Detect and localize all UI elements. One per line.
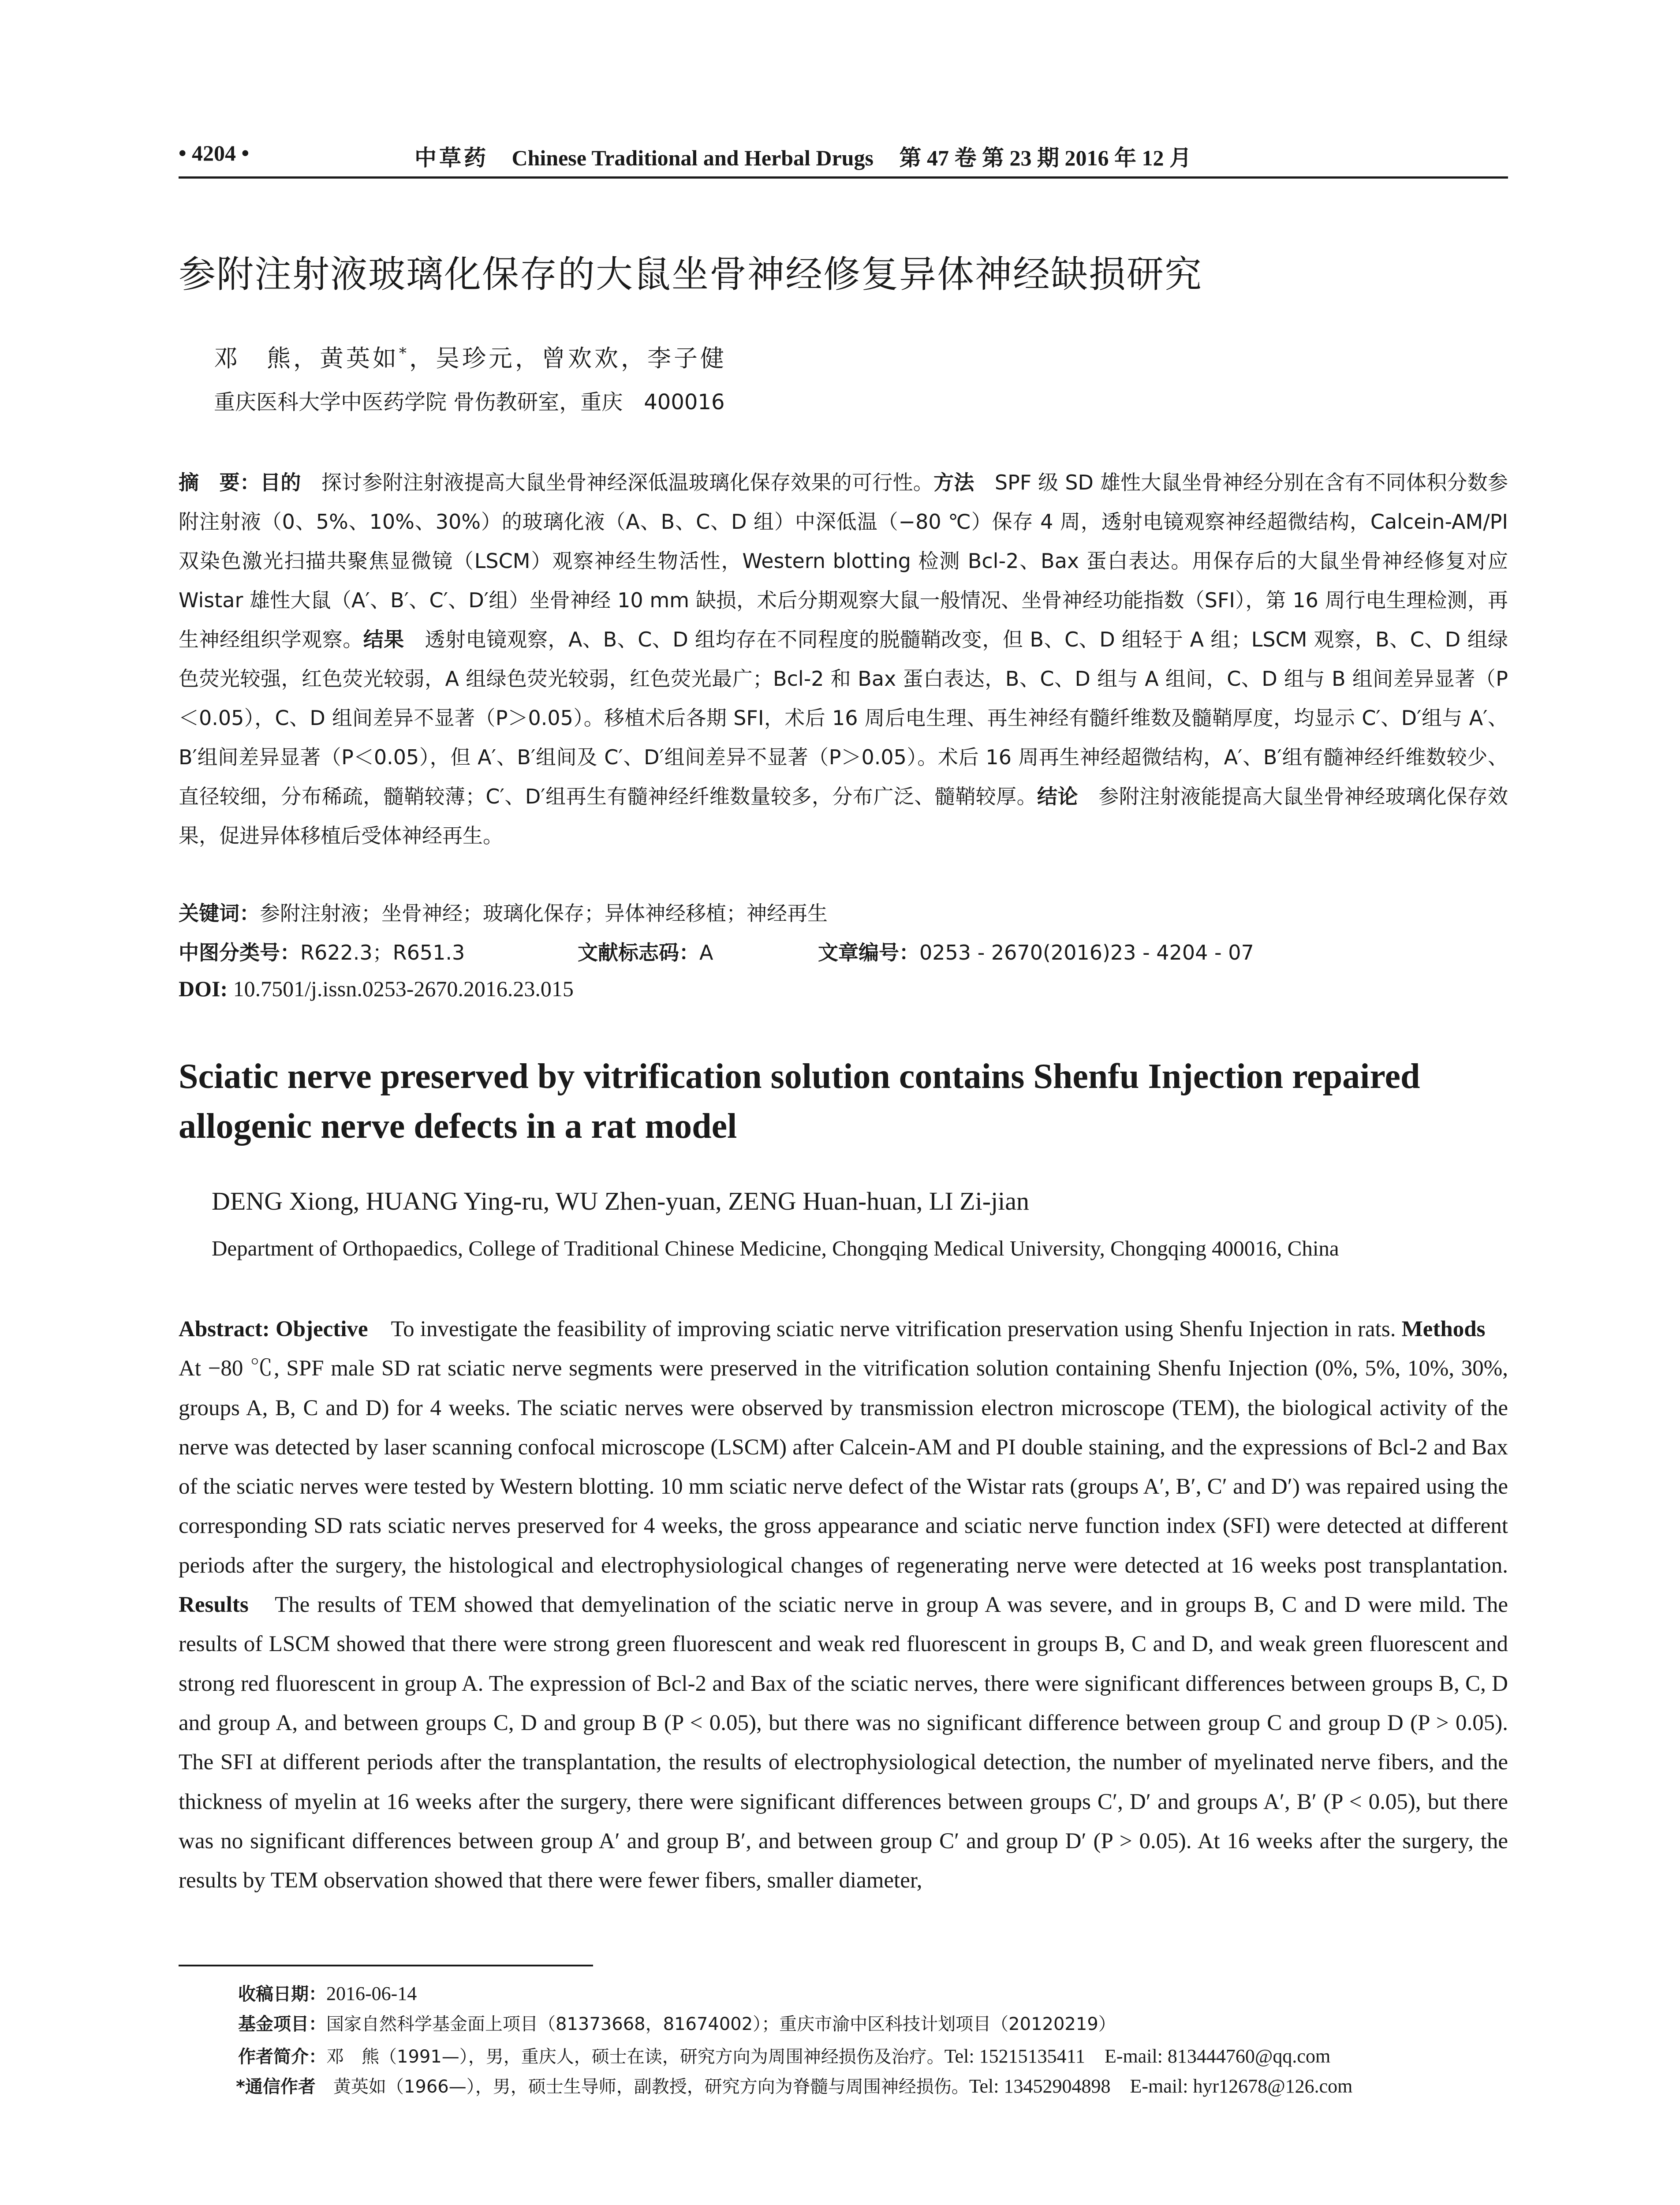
footnote-rule [179, 1965, 593, 1966]
author-contact: Tel: 15215135411 E-mail: 813444760@qq.com [944, 2045, 1331, 2067]
corresponding-mark: * [399, 344, 409, 362]
abstract-label-cn: 摘 要： [179, 471, 261, 494]
keywords-text: 参附注射液；坐骨神经；玻璃化保存；异体神经移植；神经再生 [260, 901, 828, 925]
fund-label: 基金项目： [238, 2014, 326, 2034]
corr-label: *通信作者 [236, 2077, 316, 2097]
classification-line [179, 937, 1508, 966]
methods-label-en: Methods [1401, 1317, 1486, 1342]
affiliation-cn: 重庆医科大学中医药学院 骨伤教研室，重庆 400016 [214, 390, 725, 415]
authors-cn-first: 邓 熊，黄英如 [214, 344, 399, 372]
article-no-label: 文章编号： [818, 941, 919, 964]
header-rule [179, 176, 1508, 179]
doi-value: 10.7501/j.issn.0253-2670.2016.23.015 [228, 976, 574, 1001]
received-label: 收稿日期： [238, 1984, 326, 2004]
objective-text-cn: 探讨参附注射液提高大鼠坐骨神经深低温玻璃化保存效果的可行性。 [301, 471, 934, 494]
objective-label-cn: 目的 [260, 471, 301, 494]
journal-name-cn: 中草药 [414, 145, 489, 171]
corr-text: 黄英如（1966—），男，硕士生导师，副教授，研究方向为脊髓与周围神经损伤。 [315, 2077, 969, 2097]
clc-label: 中图分类号： [179, 941, 300, 964]
abstract-cn [179, 463, 1508, 886]
clc-value: R622.3；R651.3 [300, 941, 465, 964]
keywords-cn [179, 897, 1508, 927]
keywords-label: 关键词： [179, 901, 260, 925]
footnote-fund [238, 2010, 1517, 2035]
doccode-label: 文献标志码： [578, 941, 699, 964]
journal-line [414, 140, 1191, 172]
results-label-en: Results [179, 1592, 249, 1618]
title-en: Sciatic nerve preserved by vitrification solution contains Shenfu Injection repaired allogenic nerve defects in a rat model [179, 1057, 1420, 1146]
corr-contact: Tel: 13452904898 E-mail: hyr12678@126.com [969, 2075, 1353, 2097]
footnote-received [238, 1980, 1517, 2005]
footnote-author [238, 2040, 1517, 2068]
authors-en: DENG Xiong, HUANG Ying-ru, WU Zhen-yuan, ZENG Huan-huan, LI Zi-jian [212, 1187, 1029, 1215]
doi-line [179, 976, 1508, 1002]
clc-group [179, 937, 578, 966]
doi-label: DOI: [179, 976, 228, 1001]
running-header [179, 140, 1508, 176]
methods-text-en: At −80 ℃, SPF male SD rat sciatic nerve segments were preserved in the vitrification solution containing Shenfu Injection (0%, 5%, 10%, 30%, groups A, B, C and D) for 4 weeks. The sciatic nerves were observed by transmission electron microscope (TEM), the biological activity of the nerve was detected by laser scanning confocal microscope (LSCM) after Calcein-AM and PI double staining, and the expressions of Bcl-2 and Bax of the sciatic nerves were tested by Western blotting. 10 mm sciatic nerve defect of the Wistar rats (groups A′, B′, C′ and D′) was repaired using the corresponding SD rats sciatic nerves preserved for 4 weeks, the gross appearance and sciatic nerve function index (SFI) were detected at different periods after the surgery, the histological and electrophysiological changes of regenerating nerve were detected at 16 weeks post transplantation. [179, 1317, 1508, 1578]
conclusion-text-cn: 参附注射液能提高大鼠坐骨神经玻璃化保存效果，促进异体移植后受体神经再生。 [179, 785, 1508, 848]
received-date: 2016-06-14 [326, 1983, 417, 2004]
results-text-en: The results of TEM showed that demyelination of the sciatic nerve in group A was severe, and in groups B, C and D were mild. The results of LSCM showed that there were strong green fluorescent and weak red fluorescent in groups B, C and D, and weak green fluorescent and strong red fluorescent in group A. The expression of Bcl-2 and Bax of the sciatic nerves, there were significant differences between groups B, C, D and group A, and between groups C, D and group B (P < 0.05), but there was no significant difference between group C and group D (P > 0.05). The SFI at different periods after the transplantation, the results of electrophysiological detection, the number of myelinated nerve fibers, and the thickness of myelin at 16 weeks after the surgery, there were significant differences between groups C′, D′ and groups A′, B′ (P < 0.05), but there was no significant differences between group A′ and group B′, and between group C′ and group D′ (P > 0.05). At 16 weeks after the surgery, the results by TEM observation showed that there were fewer fibers, smaller diameter, [179, 1592, 1508, 1893]
journal-name-en: Chinese Traditional and Herbal Drugs [511, 146, 874, 170]
article-no-value: 0253 - 2670(2016)23 - 4204 - 07 [919, 941, 1254, 964]
doccode-value: A [699, 941, 713, 964]
affiliation-en: Department of Orthopaedics, College of Traditional Chinese Medicine, Chongqing Medical University, Chongqing 400016, China [212, 1236, 1339, 1260]
doccode-group [578, 937, 818, 966]
methods-label-cn: 方法 [933, 471, 974, 494]
abstract-label-en: Abstract: Objective [179, 1317, 368, 1342]
author-text: 邓 熊（1991—），男，重庆人，硕士在读，研究方向为周围神经损伤及治疗。 [326, 2047, 945, 2067]
results-label-cn: 结果 [363, 628, 404, 651]
authors-cn-rest: ，吴珍元，曾欢欢，李子健 [409, 344, 727, 372]
page-number: • 4204 • [179, 141, 250, 165]
abstract-en [179, 1310, 1508, 1945]
article-no-group [818, 937, 1254, 966]
results-text-cn: 透射电镜观察，A、B、C、D 组均存在不同程度的脱髓鞘改变，但 B、C、D 组轻于 A 组；LSCM 观察，B、C、D 组绿色荧光较强，红色荧光较弱，A 组绿色荧光较弱，红色荧光最广；Bcl-2 和 Bax 蛋白表达，B、C、D 组与 A 组间，C、D 组与 B 组间差异显著（P＜0.05），C、D 组间差异不显著（P＞0.05）。移植术后各期 SFI，术后 16 周后电生理、再生神经有髓纤维数及髓鞘厚度，均显示 C′、D′组与 A′、B′组间差异显著（P＜0.05），但 A′、B′组间及 C′、D′组间差异不显著（P＞0.05）。术后 16 周再生神经超微结构，A′、B′组有髓神经纤维数较少、直径较细，分布稀疏，髓鞘较薄；C′、D′组再生有髓神经纤维数量较多，分布广泛、髓鞘较厚。 [179, 628, 1508, 808]
author-label: 作者简介： [238, 2047, 326, 2067]
authors-cn [214, 340, 1449, 374]
objective-text-en: To investigate the feasibility of improving sciatic nerve vitrification preservation using Shenfu Injection in rats. [368, 1317, 1396, 1342]
journal-issue: 第 47 卷 第 23 期 2016 年 12 月 [899, 146, 1191, 170]
fund-text: 国家自然科学基金面上项目（81373668，81674002）；重庆市渝中区科技计划项目（20120219） [326, 2014, 1116, 2034]
footnote-corresponding [236, 2070, 1515, 2098]
conclusion-label-cn: 结论 [1037, 785, 1078, 808]
title-cn: 参附注射液玻璃化保存的大鼠坐骨神经修复异体神经缺损研究 [179, 253, 1203, 296]
methods-text-cn: SPF 级 SD 雄性大鼠坐骨神经分别在含有不同体积分数参附注射液（0、5%、10%、30%）的玻璃化液（A、B、C、D 组）中深低温（−80 ℃）保存 4 周，透射电镜观察神经超微结构，Calcein-AM/PI 双染色激光扫描共聚焦显微镜（LSCM）观察神经生物活性，Western blotting 检测 Bcl-2、Bax 蛋白表达。用保存后的大鼠坐骨神经修复对应 Wistar 雄性大鼠（A′、B′、C′、D′组）坐骨神经 10 mm 缺损，术后分期观察大鼠一般情况、坐骨神经功能指数（SFI），第 16 周行电生理检测，再生神经组织学观察。 [179, 471, 1508, 651]
